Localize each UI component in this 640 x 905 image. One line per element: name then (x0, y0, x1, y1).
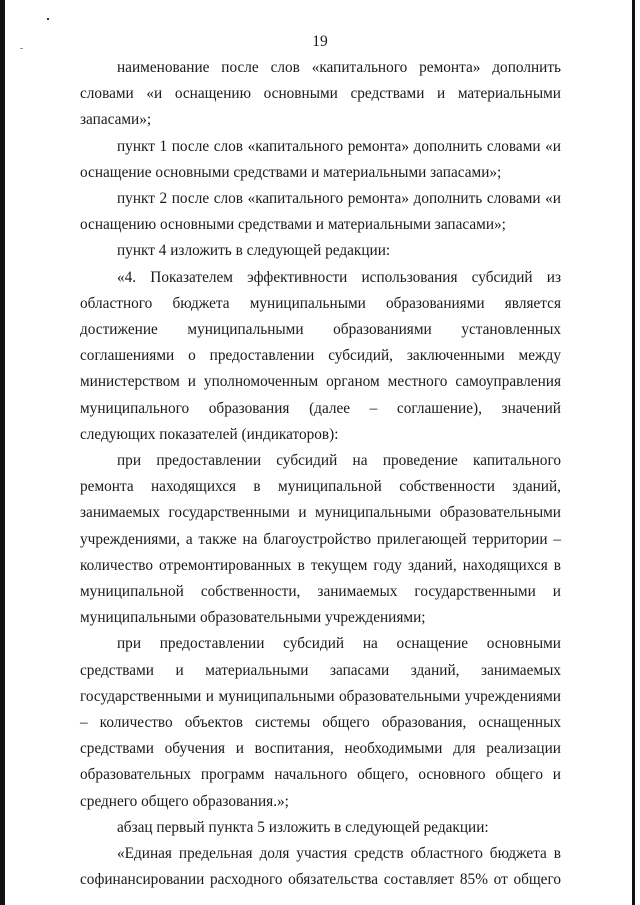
paragraph-punkt-2: пункт 2 после слов «капитального ремонта» дополнить словами «и оснащению основными средствами и материальными запасами»; (80, 190, 561, 234)
paragraph-indicator-equipment: при предоставлении субсидий на оснащение основными средствами и материальными запасами зданий, занимаемых государственными и муниципальными образовательными учреждениями – количество объектов системы общего образования, оснащенных средствами обучения и воспитания, необходимыми для реализации образовательных программ начального общего, основного общего и среднего общего образования.»; (80, 635, 561, 810)
paragraph-punkt-4-text: «4. Показателем эффективности использования субсидий из областного бюджета муниципальными образованиями является достижение муниципальными образованиями установленных соглашениями о предоставлении субсидий, заключенными между министерством и уполномоченным органом местного самоуправления муниципального образования (далее – соглашение), значений следующих показателей (индикаторов): (80, 268, 561, 443)
paragraph-indicator-repair: при предоставлении субсидий на проведение капитального ремонта находящихся в муниципальной собственности зданий, занимаемых государственными и муниципальными образовательными учреждениями, а также на благоустройство прилегающей территории – количество отремонтированных в текущем году зданий, находящихся в муниципальной собственности, занимаемых государственными и муниципальными образовательными учреждениями; (80, 452, 561, 627)
paragraph-punkt-1: пункт 1 после слов «капитального ремонта» дополнить словами «и оснащение основными средствами и материальными запасами»; (80, 137, 561, 181)
paragraph-naimenovanie: наименование после слов «капитального ремонта» дополнить словами «и оснащению основными средствами и материальными запасами»; (80, 59, 561, 129)
paragraph-punkt-4-intro: пункт 4 изложить в следующей редакции: (117, 242, 391, 260)
page-number: 19 (312, 33, 328, 50)
paragraph-punkt-5-intro: абзац первый пункта 5 изложить в следующей редакции: (117, 818, 489, 836)
scan-speck (47, 18, 49, 20)
scan-border-right (632, 0, 635, 905)
scan-border-left (0, 0, 5, 905)
document-body (80, 55, 561, 894)
paragraph-punkt-5-text: «Единая предельная доля участия средств областного бюджета в софинансировании расходного обязательства составляет 85% от общего (80, 845, 561, 889)
